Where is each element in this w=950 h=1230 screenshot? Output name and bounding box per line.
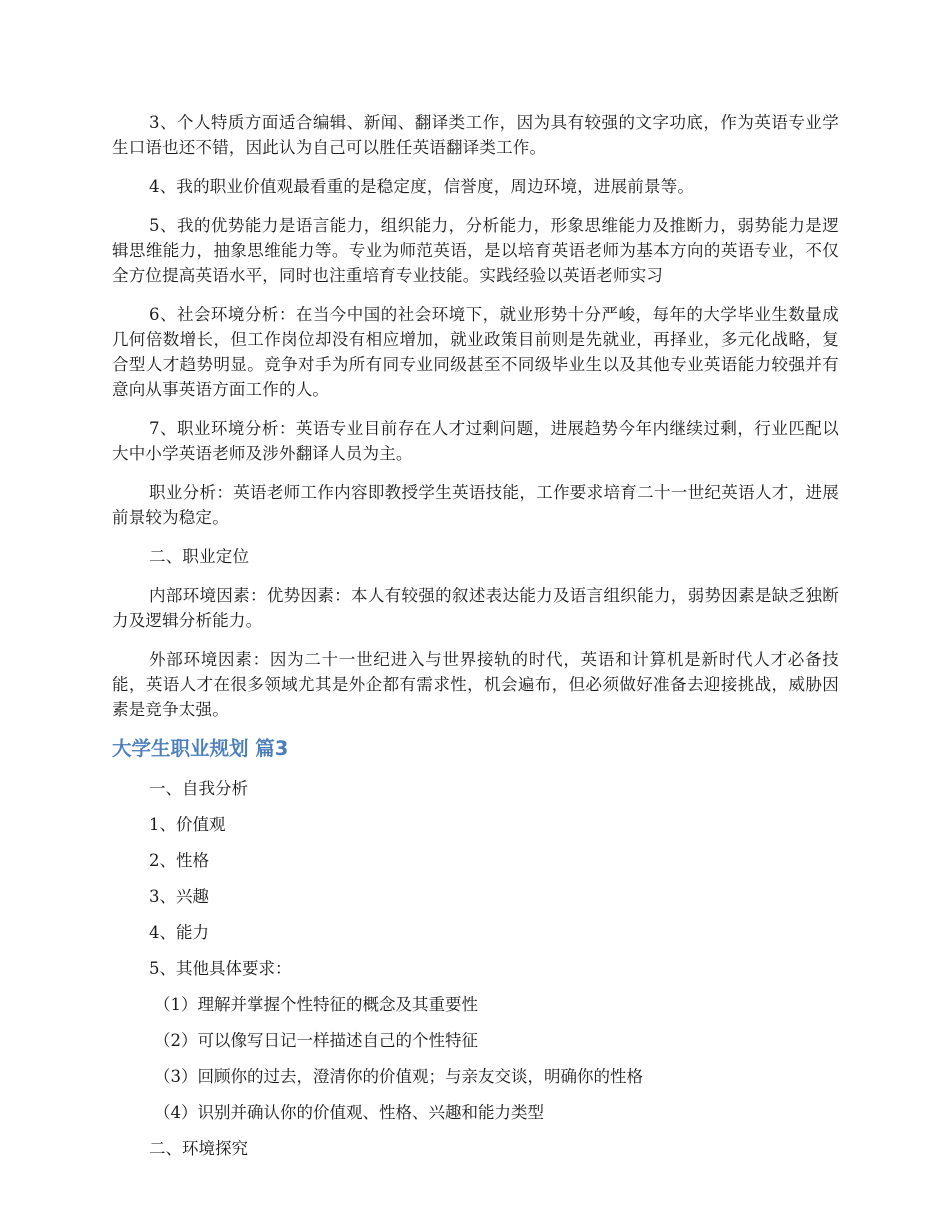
list-item-abilities: 4、能力 (149, 923, 209, 942)
paragraph-career-values: 4、我的职业价值观最看重的是稳定度，信誉度，周边环境，进展前景等。 (149, 177, 695, 196)
list-item-personality: 2、性格 (149, 851, 209, 870)
list-item-self-analysis: 一、自我分析 (149, 779, 248, 798)
list-item-interests: 3、兴趣 (149, 887, 209, 906)
list-item-requirement-2: （2）可以像写日记一样描述自己的个性特征 (154, 1031, 478, 1050)
paragraph-career-analysis: 职业分析：英语老师工作内容即教授学生英语技能，工作要求培育二十一世纪英语人才，进展前景较为稳定。 (112, 483, 839, 527)
paragraph-career-environment: 7、职业环境分析：英语专业目前存在人才过剩问题，进展趋势今年内继续过剩，行业匹配以大中小学英语老师及涉外翻译人员为主。 (112, 419, 839, 463)
document-page (112, 110, 839, 1172)
paragraph-internal-factors: 内部环境因素：优势因素：本人有较强的叙述表达能力及语言组织能力，弱势因素是缺乏独断力及逻辑分析能力。 (112, 586, 839, 630)
list-item-requirement-3: （3）回顾你的过去，澄清你的价值观；与亲友交谈，明确你的性格 (154, 1067, 643, 1086)
list-item-other-requirements: 5、其他具体要求： (149, 959, 292, 978)
paragraph-strengths: 5、我的优势能力是语言能力，组织能力，分析能力，形象思维能力及推断力，弱势能力是逻辑思维能力，抽象思维能力等。专业为师范英语，是以培育英语老师为基本方向的英语专业，不仅全方位提高英语水平，同时也注重培育专业技能。实践经验以英语老师实习 (112, 216, 839, 285)
list-item-requirement-4: （4）识别并确认你的价值观、性格、兴趣和能力类型 (154, 1103, 544, 1122)
article-heading: 大学生职业规划 篇3 (112, 737, 289, 760)
paragraph-social-environment: 6、社会环境分析：在当今中国的社会环境下，就业形势十分严峻，每年的大学毕业生数量成几何倍数增长，但工作岗位却没有相应增加，就业政策目前则是先就业，再择业，多元化战略，复合型人才趋势明显。竞争对手为所有同专业同级甚至不同级毕业生以及其他专业英语能力较强并有意向从事英语方面工作的人。 (112, 305, 839, 399)
list-item-values: 1、价值观 (149, 815, 226, 834)
paragraph-external-factors: 外部环境因素：因为二十一世纪进入与世界接轨的时代，英语和计算机是新时代人才必备技能，英语人才在很多领域尤其是外企都有需求性，机会遍布，但必须做好准备去迎接挑战，威胁因素是竞争太强。 (112, 650, 839, 719)
paragraph-personal-traits: 3、个人特质方面适合编辑、新闻、翻译类工作，因为具有较强的文字功底，作为英语专业学生口语也还不错，因此认为自己可以胜任英语翻译类工作。 (112, 113, 839, 157)
list-item-environment-exploration: 二、环境探究 (149, 1139, 248, 1158)
list-item-requirement-1: （1）理解并掌握个性特征的概念及其重要性 (154, 995, 478, 1014)
section-title-career-positioning: 二、职业定位 (149, 547, 250, 566)
